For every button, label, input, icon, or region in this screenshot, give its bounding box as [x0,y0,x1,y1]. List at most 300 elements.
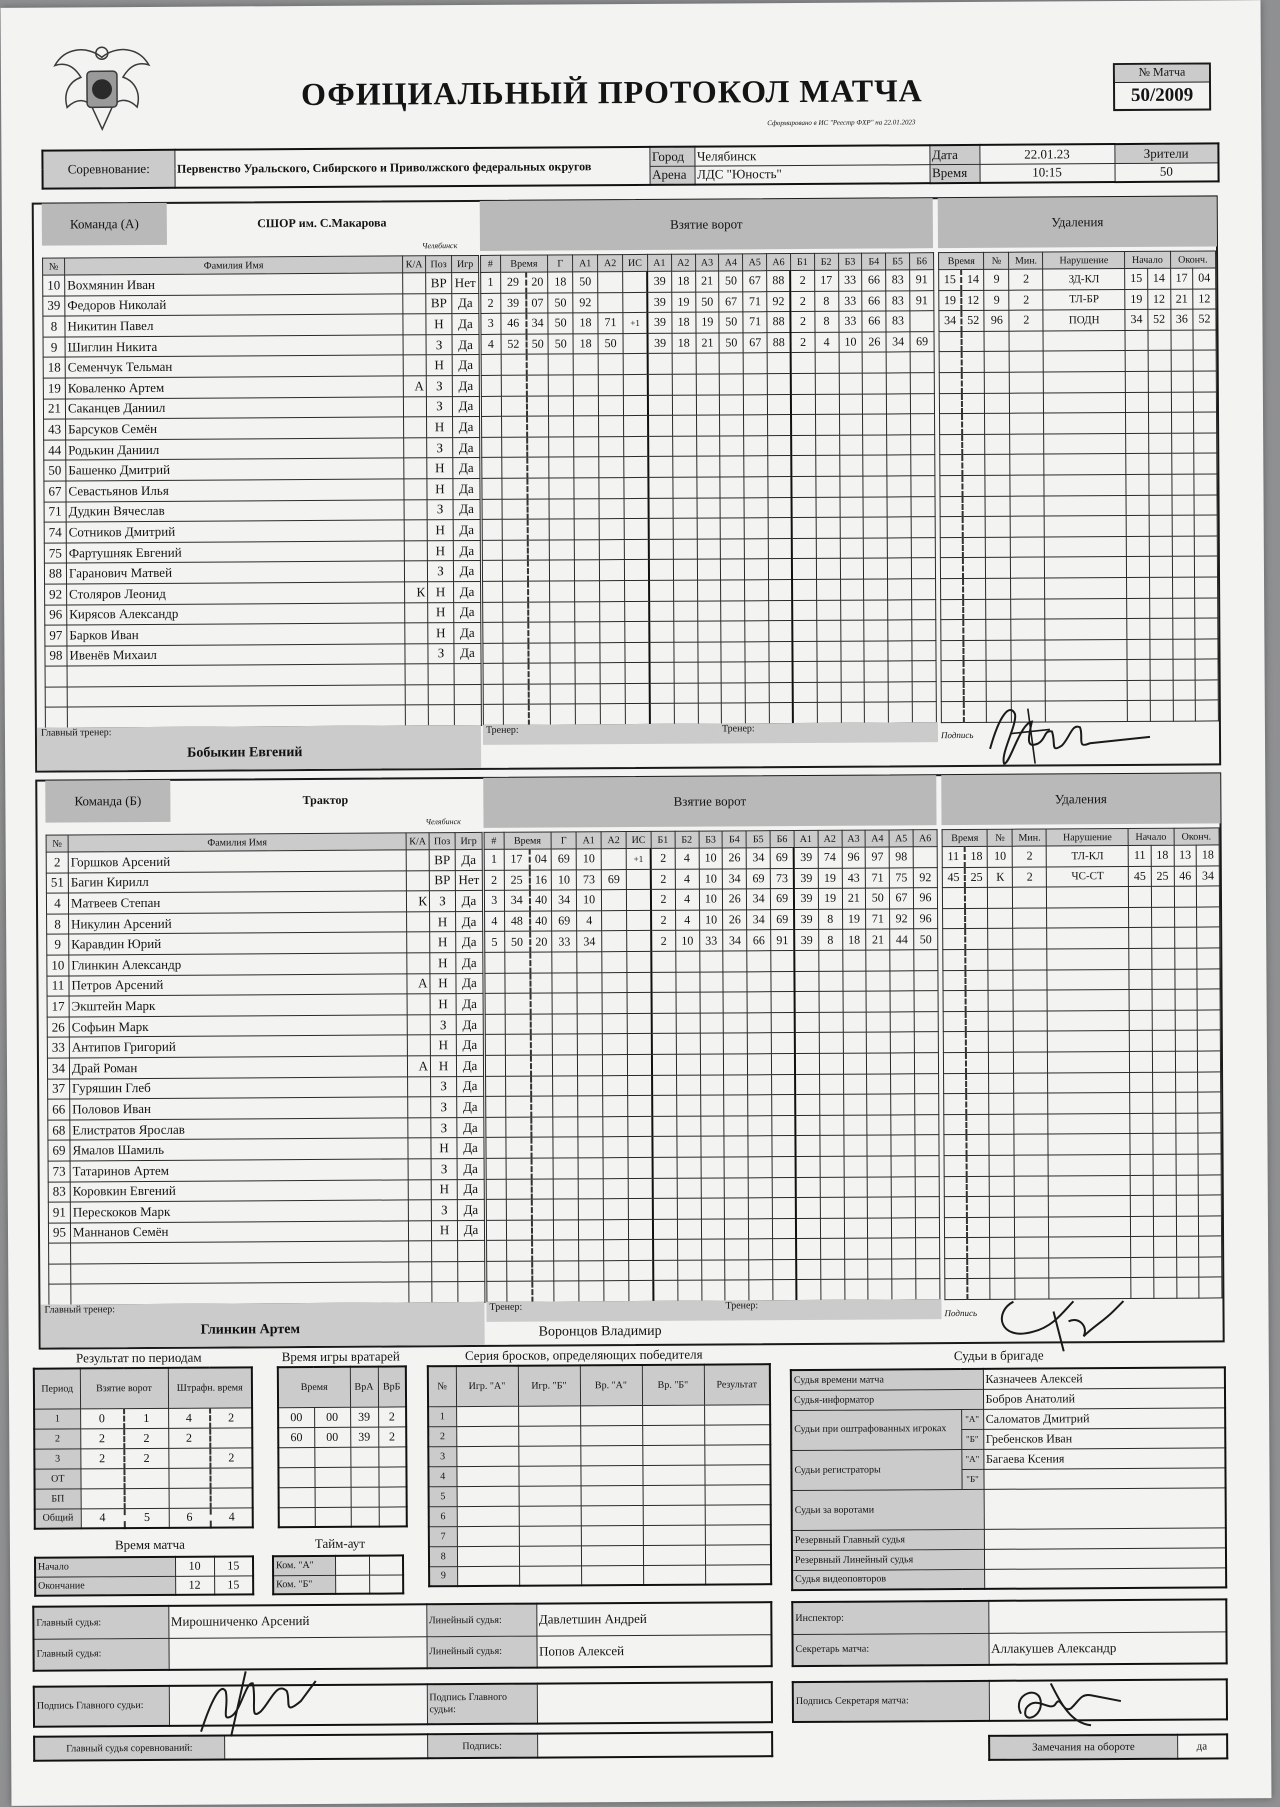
goal-cell [602,993,627,1014]
penalty-cell [989,1052,1014,1073]
goal-cell: 10 [577,890,602,911]
player-row [47,911,483,934]
penalty-cell [1199,1277,1222,1298]
shootout-cell [519,1485,581,1505]
penalty-cell [1049,1257,1131,1278]
player-number [45,707,67,728]
penalty-cell: 45 [942,867,965,888]
goal-cell: 34 [504,890,530,911]
penalty-cell [1149,515,1172,536]
spectators-label: Зрители [1114,143,1218,163]
roster-header: Фамилия Имя [68,833,406,852]
goal-cell [674,662,698,683]
goal-cell [820,1239,844,1260]
goal-cell [599,560,624,581]
goal-cell [697,600,721,621]
goal-cell [697,498,721,519]
goal-cell [482,437,502,458]
player-plays: Да [452,334,479,355]
goal-cell [748,1095,772,1116]
goal-cell [769,682,793,703]
goal-cell [797,1259,821,1280]
penalty-cell [939,372,962,393]
goal-cell [913,847,937,868]
chief-table [33,1731,773,1762]
shootout-cell [456,1446,518,1466]
penalty-cell [1193,371,1216,392]
penalty-cell [1009,331,1043,352]
period-value: 4 [211,1507,253,1527]
goal-cell [574,395,599,416]
goals-header: # [481,255,501,272]
penalty-cell [1195,639,1218,660]
goal-cell: 92 [767,291,791,312]
penalty-cell [990,1258,1015,1279]
penalty-cell [1198,1092,1221,1113]
penalty-cell [986,660,1011,681]
goal-cell [696,456,720,477]
goal-cell [650,642,674,663]
goal-cell [485,973,505,994]
secretary-label: Секретарь матча: [792,1633,988,1666]
penalty-cell [1148,412,1171,433]
penalty-cell [1125,371,1148,392]
goal-cell [748,1198,772,1219]
goal-cell: +1 [626,848,651,869]
shootout-cell [643,1545,705,1565]
shootout-cell [642,1465,704,1485]
goal-cell: 2 [651,869,675,890]
shootout-header: Результат [704,1364,770,1404]
goals-header: Б1 [651,831,675,848]
period-value: 2 [210,1447,252,1467]
player-plays: Да [453,437,480,458]
penalty-cell [1148,392,1171,413]
goal-cell [819,1074,843,1095]
player-position: З [431,1097,457,1118]
goal-cell [912,702,936,723]
penalty-cell [1049,1175,1131,1196]
penalty-cell [965,949,988,970]
period-value [211,1487,253,1507]
goal-cell [528,499,550,520]
goals-header: ИС [622,254,647,271]
penalty-cell [1130,1154,1153,1175]
player-role [405,685,428,706]
goal-cell [721,621,745,642]
penalty-cell [1175,1010,1198,1031]
penalty-cell [1151,928,1174,949]
shootout-header: Вр. "Б" [642,1365,704,1405]
team-a-coach2-label: Тренер: [719,722,938,743]
goal-cell [840,579,864,600]
goal-cell [696,415,720,436]
goal-cell [819,991,843,1012]
periods-h-pim: Штрафн. время [168,1367,252,1408]
goal-cell [532,1240,554,1261]
penalty-cell [1174,886,1197,907]
goal-cell [892,1279,916,1300]
goal-cell [574,498,599,519]
goals-header: Б4 [722,831,746,848]
penalty-cell [985,496,1010,517]
goal-cell [914,991,938,1012]
goal-cell [482,478,502,499]
goal-cell: 69 [770,889,794,910]
penalty-cell [966,1032,989,1053]
goal-cell [623,374,648,395]
goal-cell: 50 [548,334,573,355]
goal-cell [696,436,720,457]
goal-cell: 66 [747,930,771,951]
goal-cell [748,1136,772,1157]
gk-time-title: Время игры вратарей [281,1348,400,1365]
goal-cell [868,1176,892,1197]
goal-cell [863,435,887,456]
goal-cell [819,1115,843,1136]
goal-cell [624,539,649,560]
goal-cell [721,559,745,580]
goals-header: А4 [719,254,743,271]
goal-cell [625,663,650,684]
period-value: 2 [124,1428,168,1448]
goal-cell [600,663,625,684]
player-position: Н [427,479,453,500]
penalty-cell: 13 [1174,845,1197,866]
goal-cell [674,683,698,704]
goal-cell [720,436,744,457]
goal-cell [574,478,599,499]
goal-cell [653,1157,677,1178]
goal-cell [914,950,938,971]
pens-header: Мин. [1012,829,1046,846]
goal-cell: 91 [910,290,934,311]
team-a-city: Челябинск [421,241,458,251]
goal-cell: 75 [889,867,913,888]
goal-cell [532,1261,554,1282]
arena-value: ЛДС "Юность" [694,164,929,184]
goal-cell [550,581,575,602]
penalty-cell [1175,1113,1198,1134]
penalty-row [944,1071,1221,1093]
goal-cell [549,519,574,540]
goal-cell [867,1073,891,1094]
team-a-sign-label: Подпись [940,729,974,741]
goal-cell [505,1076,531,1097]
shootout-cell [705,1504,771,1524]
goal-cell [842,950,866,971]
period-row [34,1427,252,1448]
goal-row [481,290,934,313]
player-plays [454,664,481,685]
penalty-cell [1153,1216,1176,1237]
penalty-cell: 10 [988,846,1013,867]
goal-cell [628,1075,653,1096]
team-b-penalties-table [942,827,1223,1300]
goal-cell [602,931,627,952]
penalty-cell: 34 [939,311,962,332]
goal-cell [554,1240,579,1261]
goal-cell: 98 [889,847,913,868]
goal-cell [915,1135,939,1156]
pens-header: Начало [1125,251,1170,268]
goal-cell [653,1116,677,1137]
goal-cell [771,992,795,1013]
goal-cell [769,662,793,683]
player-name: Елистратов Ярослав [70,1118,408,1141]
goal-cell [697,642,721,663]
player-position: Н [426,355,452,376]
player-row [47,932,483,955]
shootout-header: Игр. "Б" [518,1365,580,1405]
periods-title: Результат по периодам [75,1349,202,1366]
penalty-cell [1149,454,1172,475]
goal-cell [868,1259,892,1280]
goals-header: Б5 [746,831,770,848]
goal-cell [532,1281,554,1302]
goal-cell [487,1261,507,1282]
player-row [44,478,480,501]
goal-cell [793,662,817,683]
penalty-cell [1198,1051,1221,1072]
penalty-cell [966,991,989,1012]
player-number: 39 [43,296,65,317]
goal-cell [769,579,793,600]
penalty-cell [1148,351,1171,372]
shootout-cell [581,1485,643,1505]
goal-cell: 50 [573,272,598,293]
penalty-row [943,927,1220,949]
goal-cell [819,1094,843,1115]
goals-header: Б1 [790,253,814,270]
pens-header: № [987,829,1012,846]
goal-cell [888,558,912,579]
goal-cell [603,1219,628,1240]
period-value: 6 [169,1508,211,1528]
penalty-row [944,1216,1221,1238]
match-start-label: Начало [35,1557,175,1577]
penalty-cell: 15 [939,270,962,291]
gk-time-cell [378,1466,406,1486]
player-role [408,1076,431,1097]
goal-cell [891,1073,915,1094]
line1-label: Линейный судья: [426,1604,536,1637]
penalty-cell: 96 [984,310,1009,331]
player-name: Драй Роман [69,1056,407,1079]
penalty-cell [1010,496,1044,517]
ref1: Мирошниченко Арсений [168,1604,426,1638]
goal-cell [772,1156,796,1177]
goal-cell [677,1157,701,1178]
goal-cell [914,970,938,991]
player-position [428,684,454,705]
goal-cell [792,559,816,580]
penalty-cell: 25 [1151,866,1174,887]
goal-row [484,847,937,870]
goal-cell: 18 [842,929,866,950]
penalty-cell [967,1238,990,1259]
city-label: Город [649,147,694,166]
goal-cell: 50 [719,333,743,354]
penalty-cell [963,599,986,620]
goal-cell [912,620,936,641]
penalty-cell [1045,660,1127,681]
penalty-cell: 2 [1009,269,1043,290]
period-name: БП [35,1488,81,1508]
goal-cell [773,1239,797,1260]
goal-cell [487,1282,507,1303]
goal-cell [676,1095,700,1116]
player-name: Никулин Арсений [69,912,407,935]
goal-cell [868,1238,892,1259]
player-row [47,1055,483,1078]
goal-cell [796,1136,820,1157]
goal-cell [600,704,625,725]
goal-cell [891,1094,915,1115]
goal-cell [623,416,648,437]
player-plays: Да [453,561,480,582]
goal-cell: 39 [648,333,672,354]
goal-cell [697,539,721,560]
goal-row [485,970,938,993]
goal-cell [649,498,673,519]
player-name: Каравдин Юрий [69,932,407,955]
goal-cell [747,1012,771,1033]
goal-cell [532,1220,554,1241]
goal-cell [863,394,887,415]
goal-cell [887,476,911,497]
goal-cell [527,416,549,437]
goal-row [486,1156,939,1179]
period-value: 2 [168,1428,210,1448]
player-role [403,273,426,294]
goal-cell [911,496,935,517]
player-position: Н [427,417,453,438]
goal-cell [796,1197,820,1218]
goal-cell [628,1137,653,1158]
penalty-cell [1194,494,1217,515]
goal-cell: 16 [530,870,552,891]
goal-cell [796,1095,820,1116]
player-row [48,1158,484,1181]
goal-cell [672,374,696,395]
player-plays: Да [453,520,480,541]
penalty-cell [1176,1195,1199,1216]
match-end-m: 15 [214,1575,253,1594]
penalty-cell [1130,1072,1153,1093]
goal-cell [819,971,843,992]
goal-row [481,270,934,293]
referee-signature [191,1661,321,1742]
goal-cell [744,435,768,456]
player-number [49,1243,71,1264]
penalty-cell [1154,1257,1177,1278]
goal-cell [603,1096,628,1117]
goal-cell: 71 [743,312,767,333]
goal-cell: 66 [862,291,886,312]
goal-cell: 18 [573,313,598,334]
goal-cell [505,1096,531,1117]
penalty-cell [1127,577,1150,598]
period-value: 2 [80,1448,124,1468]
goal-cell: 26 [723,848,747,869]
player-number: 66 [48,1099,70,1120]
player-name: Саканцев Даниил [65,396,403,419]
protocol-sheet [1,0,1272,1806]
penalty-row [945,1257,1222,1279]
goal-cell [677,1219,701,1240]
penalty-cell: 12 [1193,289,1216,310]
goals-header: А1 [647,254,671,271]
player-role [404,561,427,582]
goal-cell [504,973,530,994]
goal-cell [603,1075,628,1096]
penalty-cell [1194,412,1217,433]
penalty-cell [1010,351,1044,372]
goal-cell [677,1198,701,1219]
penalty-cell [940,558,963,579]
goal-cell [505,1137,531,1158]
goals-header: А2 [671,254,695,271]
goal-cell [864,620,888,641]
penalty-cell [945,1279,968,1300]
shootout-cell [705,1524,771,1544]
penalty-cell [941,681,964,702]
penalty-cell [985,475,1010,496]
goal-cell [863,414,887,435]
penalty-cell [963,578,986,599]
penalty-cell [1152,1010,1175,1031]
goal-cell: 34 [747,889,771,910]
goal-cell [767,394,791,415]
goal-cell: 96 [842,847,866,868]
goal-cell: 26 [723,889,747,910]
player-position: ВР [426,293,452,314]
goal-cell [678,1281,702,1302]
goal-cell [891,1135,915,1156]
goal-cell: 92 [913,867,937,888]
goal-cell: 71 [598,313,623,334]
goal-cell [650,621,674,642]
timeout-b-label: Ком. "Б" [273,1575,335,1594]
shootout-cell [581,1545,643,1565]
penalty-cell [1131,1257,1154,1278]
penalty-cell [1047,928,1129,949]
player-number: 95 [48,1223,70,1244]
goal-cell [577,952,602,973]
goal-cell [744,415,768,436]
pens-header: Нарушение [1046,828,1128,845]
goal-cell [652,972,676,993]
penalty-cell [1131,1216,1154,1237]
goal-cell [890,1032,914,1053]
penalty-cell [1011,640,1045,661]
player-number: 4 [46,893,68,914]
penalty-cell [1153,1195,1176,1216]
goal-cell [743,353,767,374]
penalty-cell [1153,1154,1176,1175]
goal-cell [552,1034,577,1055]
goal-cell [817,703,841,724]
penalty-cell [1130,1195,1153,1216]
goal-cell [745,662,769,683]
goal-cell [600,580,625,601]
player-plays: Да [457,1138,484,1159]
goal-cell [796,1115,820,1136]
goal-cell [528,540,550,561]
goal-cell [863,455,887,476]
goal-cell [747,971,771,992]
